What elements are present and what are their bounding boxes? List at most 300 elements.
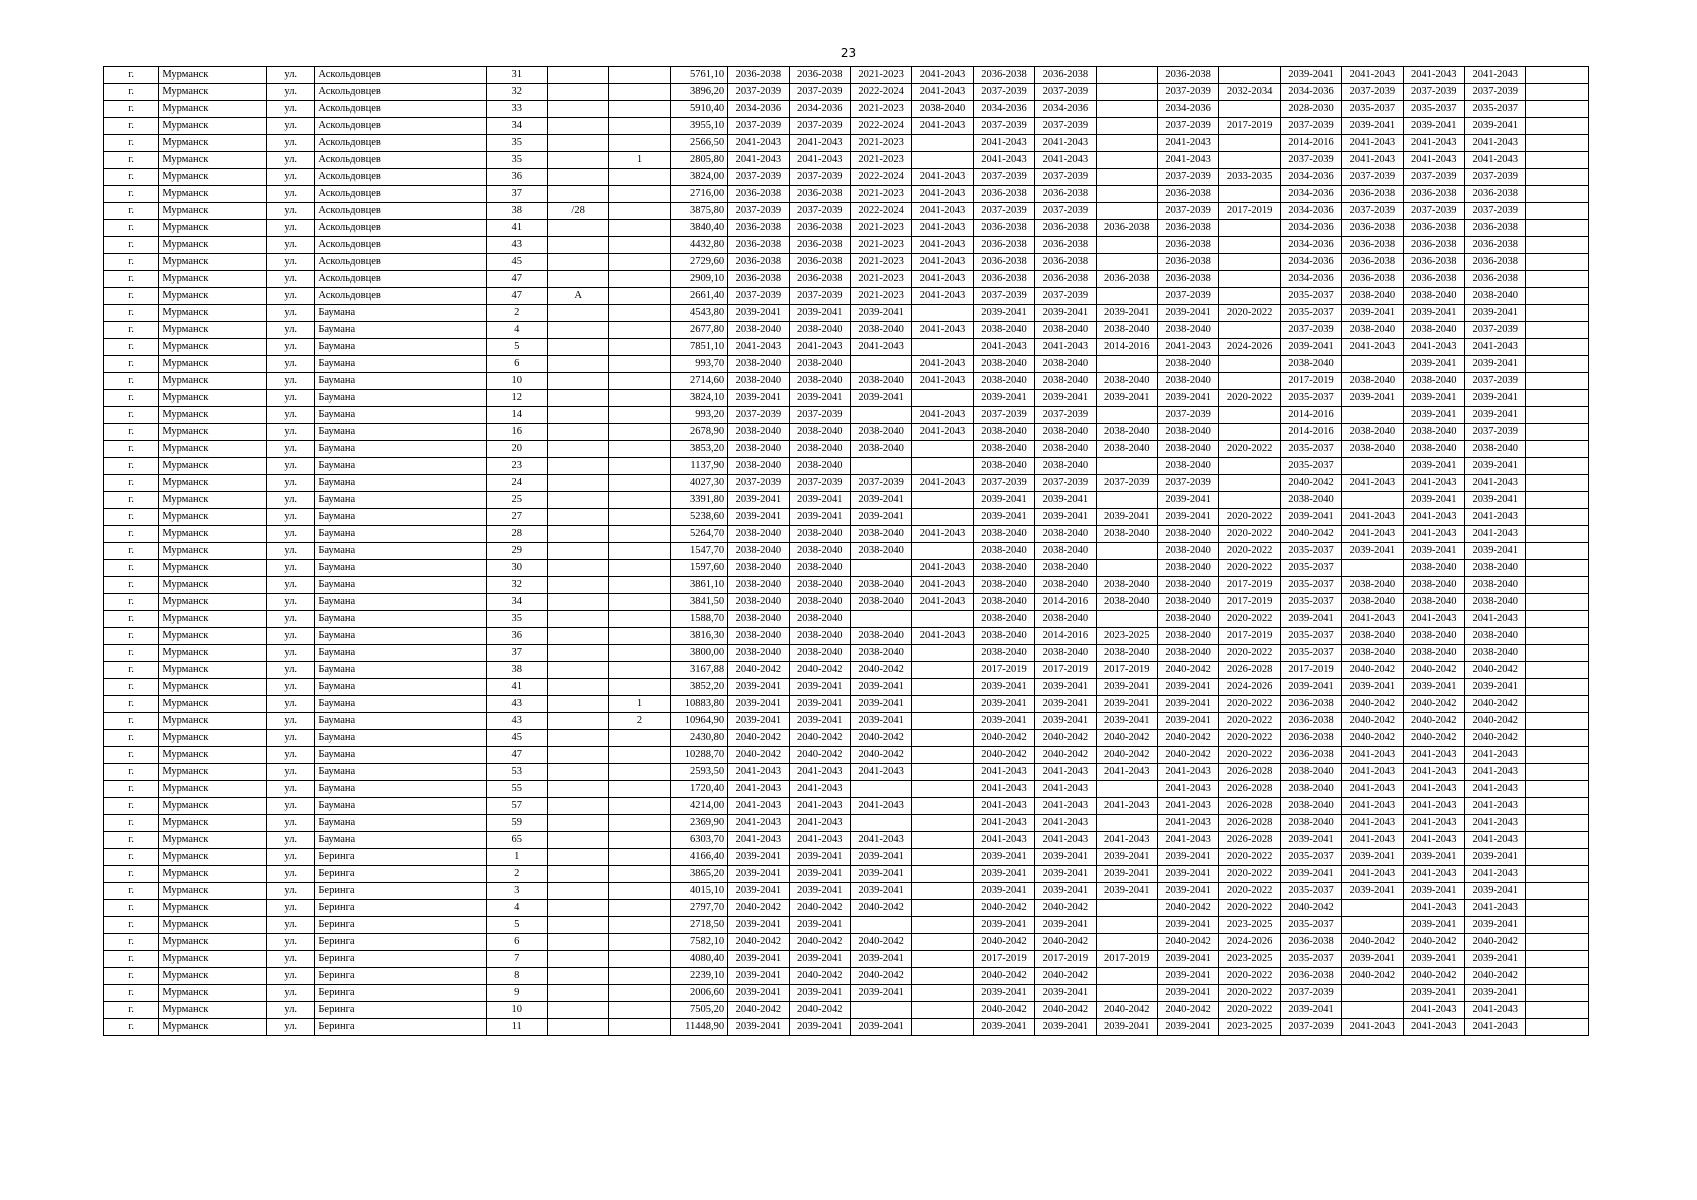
period-cell: 2037-2039 [728,475,789,492]
period-cell: 2041-2043 [1465,798,1526,815]
period-cell: 2037-2039 [1403,84,1464,101]
extra-cell [1526,645,1589,662]
period-cell [912,849,973,866]
building-cell [609,815,670,832]
locality-type-cell: г. [104,101,159,118]
period-cell: 2039-2041 [1465,305,1526,322]
period-cell [1219,475,1280,492]
locality-type-cell: г. [104,849,159,866]
extra-cell [1526,254,1589,271]
period-cell: 2038-2040 [1096,594,1157,611]
period-cell: 2041-2043 [1157,152,1218,169]
city-cell: Мурманск [159,271,267,288]
period-cell: 2038-2040 [1157,611,1218,628]
period-cell: 2038-2040 [728,441,789,458]
locality-type-cell: г. [104,832,159,849]
street-type-cell: ул. [267,815,315,832]
period-cell: 2039-2041 [1096,849,1157,866]
house-letter-cell [547,781,608,798]
locality-type-cell: г. [104,526,159,543]
extra-cell [1526,798,1589,815]
period-cell: 2038-2040 [850,322,911,339]
area-cell: 2430,80 [670,730,727,747]
period-cell: 2037-2039 [789,475,850,492]
area-cell: 2729,60 [670,254,727,271]
house-number-cell: 12 [486,390,547,407]
period-cell [1096,356,1157,373]
house-number-cell: 2 [486,866,547,883]
table-row [104,713,1589,730]
period-cell [912,509,973,526]
period-cell: 2041-2043 [1465,135,1526,152]
street-name-cell: Аскольдовцев [315,203,486,220]
period-cell: 2041-2043 [1403,509,1464,526]
period-cell: 2036-2038 [789,67,850,84]
table-row [104,203,1589,220]
period-cell: 2039-2041 [850,951,911,968]
period-cell [1219,424,1280,441]
street-type-cell: ул. [267,509,315,526]
period-cell: 2034-2036 [1157,101,1218,118]
table-row [104,645,1589,662]
period-cell: 2039-2041 [1280,339,1341,356]
period-cell: 2038-2040 [1096,645,1157,662]
period-cell: 2038-2040 [1465,594,1526,611]
extra-cell [1526,696,1589,713]
period-cell [912,883,973,900]
period-cell: 2041-2043 [973,798,1034,815]
area-cell: 4166,40 [670,849,727,866]
city-cell: Мурманск [159,288,267,305]
street-name-cell: Баумана [315,679,486,696]
building-cell [609,781,670,798]
house-letter-cell [547,84,608,101]
period-cell: 2039-2041 [728,696,789,713]
house-letter-cell [547,968,608,985]
street-type-cell: ул. [267,441,315,458]
house-number-cell: 6 [486,934,547,951]
city-cell: Мурманск [159,441,267,458]
period-cell [912,305,973,322]
period-cell: 2041-2043 [1465,815,1526,832]
area-cell: 3955,10 [670,118,727,135]
period-cell: 2040-2042 [1280,900,1341,917]
period-cell: 2038-2040 [1096,577,1157,594]
period-cell [1342,985,1403,1002]
area-cell: 1137,90 [670,458,727,475]
period-cell: 2039-2041 [973,917,1034,934]
building-cell [609,67,670,84]
house-letter-cell: А [547,288,608,305]
locality-type-cell: г. [104,135,159,152]
period-cell: 2037-2039 [1280,1019,1341,1036]
area-cell: 3391,80 [670,492,727,509]
street-name-cell: Баумана [315,560,486,577]
period-cell: 2036-2038 [1157,67,1218,84]
period-cell: 2039-2041 [789,985,850,1002]
area-cell: 2797,70 [670,900,727,917]
street-name-cell: Баумана [315,526,486,543]
house-letter-cell [547,798,608,815]
house-letter-cell [547,730,608,747]
locality-type-cell: г. [104,339,159,356]
period-cell: 2037-2039 [728,84,789,101]
period-cell: 2038-2040 [1035,526,1096,543]
period-cell [912,730,973,747]
street-type-cell: ул. [267,560,315,577]
street-name-cell: Аскольдовцев [315,220,486,237]
house-letter-cell [547,866,608,883]
period-cell: 2041-2043 [912,628,973,645]
period-cell: 2041-2043 [912,203,973,220]
period-cell: 2020-2022 [1219,1002,1280,1019]
street-name-cell: Баумана [315,373,486,390]
period-cell: 2036-2038 [1403,254,1464,271]
period-cell: 2041-2043 [912,560,973,577]
period-cell [912,135,973,152]
period-cell [912,781,973,798]
period-cell: 2038-2040 [728,458,789,475]
house-number-cell: 45 [486,730,547,747]
locality-type-cell: г. [104,951,159,968]
period-cell: 2037-2039 [1403,203,1464,220]
period-cell: 2039-2041 [1403,407,1464,424]
house-letter-cell [547,1019,608,1036]
house-number-cell: 14 [486,407,547,424]
period-cell: 2038-2040 [1403,441,1464,458]
period-cell: 2037-2039 [1465,203,1526,220]
extra-cell [1526,577,1589,594]
period-cell: 2023-2025 [1219,951,1280,968]
period-cell: 2041-2043 [1403,152,1464,169]
table-row [104,237,1589,254]
period-cell: 2038-2040 [850,543,911,560]
period-cell: 2040-2042 [1035,934,1096,951]
period-cell: 2039-2041 [1280,832,1341,849]
period-cell: 2041-2043 [1035,339,1096,356]
period-cell: 2041-2043 [1035,135,1096,152]
period-cell: 2039-2041 [973,849,1034,866]
period-cell: 2041-2043 [728,781,789,798]
extra-cell [1526,900,1589,917]
table-row [104,883,1589,900]
period-cell: 2020-2022 [1219,968,1280,985]
street-type-cell: ул. [267,101,315,118]
locality-type-cell: г. [104,509,159,526]
building-cell [609,186,670,203]
locality-type-cell: г. [104,237,159,254]
building-cell [609,526,670,543]
extra-cell [1526,713,1589,730]
locality-type-cell: г. [104,458,159,475]
locality-type-cell: г. [104,577,159,594]
period-cell: 2020-2022 [1219,883,1280,900]
area-cell: 10883,80 [670,696,727,713]
period-cell: 2035-2037 [1342,101,1403,118]
street-name-cell: Баумана [315,322,486,339]
street-name-cell: Баумана [315,832,486,849]
building-cell [609,1002,670,1019]
house-letter-cell [547,458,608,475]
period-cell: 2040-2042 [1342,713,1403,730]
street-type-cell: ул. [267,747,315,764]
period-cell: 2039-2041 [1157,883,1218,900]
period-cell: 2039-2041 [1342,883,1403,900]
period-cell: 2038-2040 [850,526,911,543]
house-letter-cell [547,917,608,934]
period-cell [1096,781,1157,798]
building-cell [609,866,670,883]
building-cell [609,934,670,951]
period-cell: 2039-2041 [1157,509,1218,526]
period-cell: 2040-2042 [973,747,1034,764]
period-cell: 2041-2043 [1465,747,1526,764]
table-row [104,781,1589,798]
period-cell: 2039-2041 [1157,866,1218,883]
period-cell: 2041-2043 [728,135,789,152]
period-cell: 2041-2043 [1465,1019,1526,1036]
period-cell: 2039-2041 [789,305,850,322]
house-letter-cell [547,662,608,679]
period-cell [912,458,973,475]
period-cell: 2035-2037 [1280,560,1341,577]
period-cell: 2039-2041 [1035,492,1096,509]
period-cell: 2038-2040 [1280,764,1341,781]
house-letter-cell [547,696,608,713]
street-name-cell: Баумана [315,458,486,475]
period-cell: 2037-2039 [973,118,1034,135]
period-cell: 2035-2037 [1280,543,1341,560]
house-number-cell: 34 [486,594,547,611]
period-cell: 2038-2040 [1403,577,1464,594]
period-cell: 2036-2038 [1403,220,1464,237]
street-name-cell: Баумана [315,611,486,628]
period-cell: 2038-2040 [1157,373,1218,390]
period-cell [1096,611,1157,628]
period-cell: 2040-2042 [1035,747,1096,764]
period-cell: 2034-2036 [1280,186,1341,203]
area-cell: 3875,80 [670,203,727,220]
building-cell [609,203,670,220]
period-cell: 2022-2024 [850,203,911,220]
period-cell [1096,203,1157,220]
period-cell: 2041-2043 [1403,67,1464,84]
area-cell: 4432,80 [670,237,727,254]
house-number-cell: 20 [486,441,547,458]
street-type-cell: ул. [267,1002,315,1019]
period-cell [1096,492,1157,509]
building-cell [609,662,670,679]
period-cell: 2041-2043 [850,798,911,815]
period-cell: 2035-2037 [1403,101,1464,118]
period-cell: 2038-2040 [1157,458,1218,475]
city-cell: Мурманск [159,747,267,764]
period-cell: 2020-2022 [1219,441,1280,458]
period-cell [1342,492,1403,509]
period-cell: 2041-2043 [728,832,789,849]
period-cell: 2041-2043 [1465,764,1526,781]
city-cell: Мурманск [159,339,267,356]
period-cell: 2035-2037 [1280,849,1341,866]
period-cell: 2039-2041 [1465,883,1526,900]
period-cell: 2038-2040 [1280,356,1341,373]
street-name-cell: Аскольдовцев [315,135,486,152]
locality-type-cell: г. [104,67,159,84]
table-row [104,356,1589,373]
locality-type-cell: г. [104,798,159,815]
period-cell: 2041-2043 [1465,900,1526,917]
period-cell: 2023-2025 [1219,917,1280,934]
period-cell: 2035-2037 [1280,458,1341,475]
period-cell: 2041-2043 [1035,781,1096,798]
period-cell: 2041-2043 [1403,611,1464,628]
period-cell: 2039-2041 [973,492,1034,509]
period-cell: 2026-2028 [1219,832,1280,849]
period-cell: 2039-2041 [1403,390,1464,407]
locality-type-cell: г. [104,169,159,186]
period-cell [1096,288,1157,305]
period-cell: 2036-2038 [1403,237,1464,254]
period-cell: 2039-2041 [1403,492,1464,509]
period-cell: 2037-2039 [973,288,1034,305]
period-cell: 2039-2041 [1465,407,1526,424]
house-number-cell: 36 [486,169,547,186]
period-cell: 2026-2028 [1219,798,1280,815]
locality-type-cell: г. [104,679,159,696]
city-cell: Мурманск [159,169,267,186]
house-number-cell: 47 [486,288,547,305]
period-cell: 2037-2039 [728,407,789,424]
period-cell: 2038-2040 [912,101,973,118]
period-cell: 2035-2037 [1465,101,1526,118]
period-cell [850,560,911,577]
city-cell: Мурманск [159,475,267,492]
period-cell: 2037-2039 [1342,169,1403,186]
period-cell [912,798,973,815]
table-row [104,866,1589,883]
period-cell [912,985,973,1002]
period-cell: 2041-2043 [912,577,973,594]
city-cell: Мурманск [159,203,267,220]
period-cell: 2038-2040 [850,424,911,441]
period-cell: 2039-2041 [1157,713,1218,730]
house-number-cell: 6 [486,356,547,373]
period-cell [912,696,973,713]
period-cell: 2039-2041 [728,985,789,1002]
house-letter-cell [547,951,608,968]
extra-cell [1526,917,1589,934]
period-cell: 2039-2041 [973,713,1034,730]
period-cell: 2041-2043 [1403,832,1464,849]
extra-cell [1526,407,1589,424]
period-cell: 2037-2039 [1035,203,1096,220]
period-cell: 2041-2043 [1342,781,1403,798]
period-cell: 2037-2039 [1035,407,1096,424]
building-cell [609,900,670,917]
city-cell: Мурманск [159,662,267,679]
extra-cell [1526,1019,1589,1036]
period-cell: 2036-2038 [1157,220,1218,237]
locality-type-cell: г. [104,917,159,934]
period-cell: 2040-2042 [1157,1002,1218,1019]
locality-type-cell: г. [104,322,159,339]
locality-type-cell: г. [104,407,159,424]
house-number-cell: 8 [486,968,547,985]
locality-type-cell: г. [104,305,159,322]
area-cell: 4214,00 [670,798,727,815]
city-cell: Мурманск [159,1019,267,1036]
city-cell: Мурманск [159,985,267,1002]
period-cell: 2041-2043 [1342,1019,1403,1036]
period-cell: 2040-2042 [728,747,789,764]
building-cell: 1 [609,696,670,713]
table-row [104,900,1589,917]
period-cell: 2038-2040 [728,594,789,611]
period-cell: 2039-2041 [1403,883,1464,900]
period-cell: 2040-2042 [789,747,850,764]
street-name-cell: Аскольдовцев [315,237,486,254]
period-cell: 2038-2040 [1342,628,1403,645]
table-row [104,220,1589,237]
street-type-cell: ул. [267,883,315,900]
area-cell: 1547,70 [670,543,727,560]
period-cell: 2037-2039 [789,407,850,424]
period-cell: 2041-2043 [850,764,911,781]
city-cell: Мурманск [159,815,267,832]
period-cell: 2017-2019 [1280,373,1341,390]
street-type-cell: ул. [267,407,315,424]
locality-type-cell: г. [104,271,159,288]
house-letter-cell [547,747,608,764]
period-cell: 2021-2023 [850,288,911,305]
street-name-cell: Баумана [315,407,486,424]
table-row [104,628,1589,645]
extra-cell [1526,951,1589,968]
period-cell: 2039-2041 [1035,713,1096,730]
period-cell: 2040-2042 [973,934,1034,951]
period-cell: 2039-2041 [1403,543,1464,560]
period-cell [912,832,973,849]
period-cell: 2040-2042 [850,747,911,764]
period-cell: 2041-2043 [1403,798,1464,815]
house-number-cell: 36 [486,628,547,645]
period-cell: 2040-2042 [1465,696,1526,713]
period-cell: 2041-2043 [912,271,973,288]
period-cell [1219,135,1280,152]
building-cell: 2 [609,713,670,730]
building-cell [609,509,670,526]
period-cell: 2032-2034 [1219,84,1280,101]
period-cell: 2041-2043 [912,288,973,305]
locality-type-cell: г. [104,815,159,832]
area-cell: 2714,60 [670,373,727,390]
period-cell: 2038-2040 [1403,288,1464,305]
table-row [104,441,1589,458]
building-cell [609,645,670,662]
period-cell: 2038-2040 [973,526,1034,543]
house-letter-cell [547,390,608,407]
period-cell [1096,900,1157,917]
period-cell: 2041-2043 [1157,135,1218,152]
city-cell: Мурманск [159,67,267,84]
period-cell [850,356,911,373]
period-cell: 2036-2038 [1403,271,1464,288]
table-row [104,764,1589,781]
period-cell: 2017-2019 [1219,203,1280,220]
period-cell: 2041-2043 [1342,509,1403,526]
period-cell: 2039-2041 [973,679,1034,696]
period-cell [1096,458,1157,475]
